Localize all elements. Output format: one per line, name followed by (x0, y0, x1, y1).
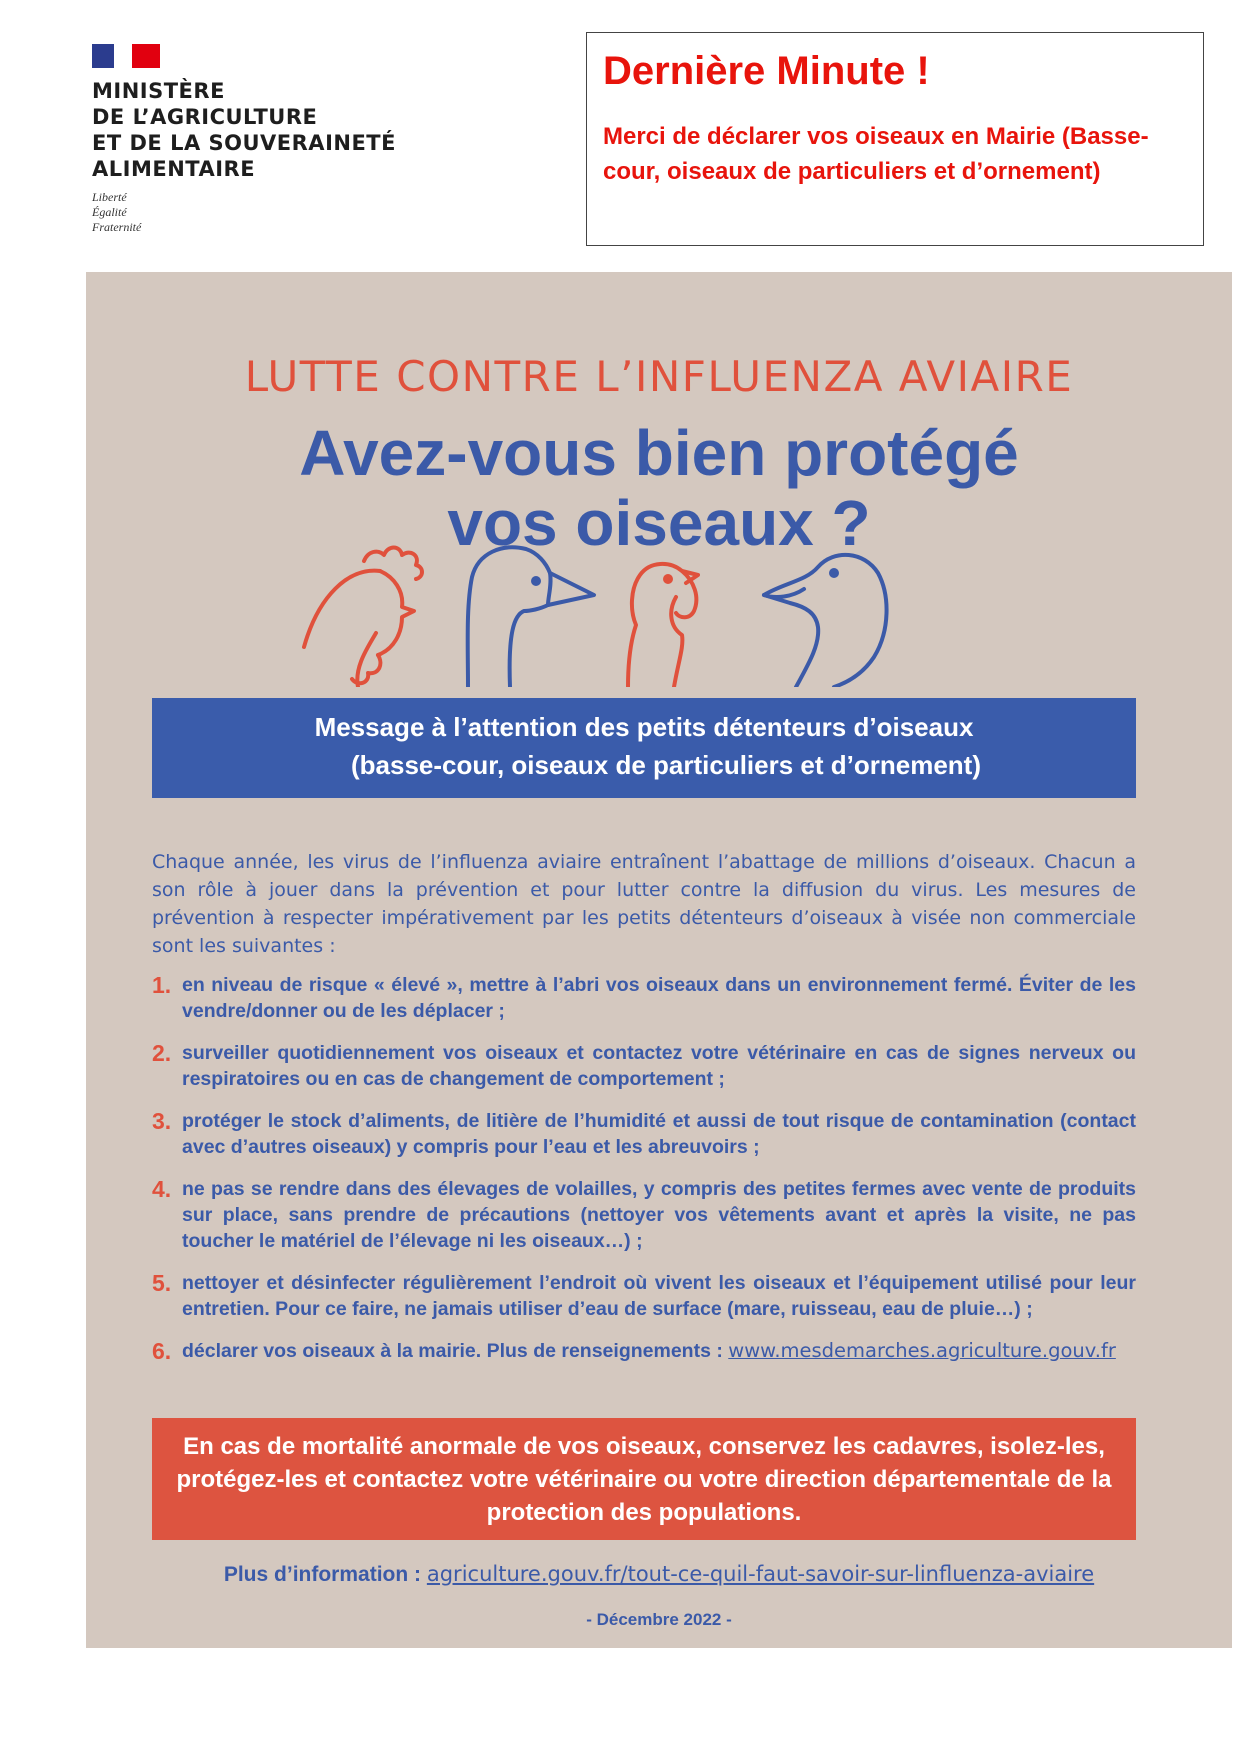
measure-number: 1. (152, 972, 172, 998)
publication-date: - Décembre 2022 - (586, 1610, 732, 1629)
last-minute-notice (586, 32, 1204, 246)
measure-number: 5. (152, 1270, 172, 1296)
ministry-line: ET DE LA SOUVERAINETÉ (92, 131, 396, 155)
measure-number: 4. (152, 1176, 172, 1202)
birds-illustration (298, 537, 1038, 687)
message-line: Message à l’attention des petits détenteurs d’oiseaux (314, 712, 974, 742)
notice-title: Dernière Minute ! (603, 49, 930, 93)
goose-icon (468, 547, 594, 687)
measure-number: 6. (152, 1338, 172, 1364)
measure-text: surveiller quotidiennement vos oiseaux et contactez votre vétérinaire en cas de signes nerveux ou respiratoires ou en cas de changement de comportement ; (182, 1042, 1136, 1090)
poster-kicker: LUTTE CONTRE L’INFLUENZA AVIAIRE (244, 352, 1074, 401)
measure-text: protéger le stock d’aliments, de litière de l’humidité et aussi de tout risque de contamination (contact avec d’autres oiseaux) y compris pour l’eau et les abreuvoirs ; (182, 1110, 1136, 1158)
ministry-logo (92, 44, 396, 235)
measure-text (182, 1338, 1136, 1364)
measure-item (152, 1338, 1136, 1364)
measure-text: nettoyer et désinfecter régulièrement l’endroit où vivent les oiseaux et l’équipement utilisé pour leur entretien. Pour ce faire, ne jamais utiliser d’eau de surface (mare, ruisseau, eau de pluie…) ; (182, 1272, 1136, 1320)
more-info (86, 1562, 1232, 1587)
headline-line: Avez-vous bien protégé (299, 417, 1019, 489)
turkey-icon (628, 564, 698, 687)
message-line: (basse-cour, oiseaux de particuliers et d’ornement) (351, 750, 981, 780)
measure-item (152, 1176, 1136, 1254)
measure-item (152, 1108, 1136, 1160)
more-info-link[interactable]: agriculture.gouv.fr/tout-ce-quil-faut-savoir-sur-linfluenza-aviaire (426, 1562, 1095, 1586)
rooster-icon (304, 548, 422, 688)
measure-text-label: déclarer vos oiseaux à la mairie. Plus de renseignements : (182, 1340, 723, 1362)
measure-item (152, 1270, 1136, 1322)
more-info-label: Plus d’information : (223, 1563, 422, 1586)
ministry-line: ALIMENTAIRE (92, 157, 256, 181)
measure-number: 3. (152, 1108, 172, 1134)
ministry-line: MINISTÈRE (92, 79, 225, 103)
mortality-alert: En cas de mortalité anormale de vos oiseaux, conservez les cadavres, isolez-les, protégez-les et contactez votre vétérinaire ou votre direction départementale de la protection des populations. (152, 1418, 1136, 1540)
motto-line: Liberté (92, 190, 127, 204)
ministry-name (92, 78, 396, 182)
duck-icon (764, 555, 887, 687)
measure-text: ne pas se rendre dans des élevages de volailles, y compris des petites fermes avec vente de produits sur place, sans prendre de précautions (nettoyer vos vêtements avant et après la visite, ne pas toucher le matériel de l’élevage ni les oiseaux…) ; (182, 1178, 1136, 1252)
motto-line: Égalité (92, 205, 127, 219)
measure-text: en niveau de risque « élevé », mettre à l’abri vos oiseaux dans un environnement fermé. Éviter de les vendre/donner ou de les déplacer ; (182, 974, 1136, 1022)
ministry-line: DE L’AGRICULTURE (92, 105, 318, 129)
measure-item (152, 972, 1136, 1024)
intro-paragraph: Chaque année, les virus de l’influenza aviaire entraînent l’abattage de millions d’oiseaux. Chacun a son rôle à jouer dans la prévention et pour lutter contre la diffusion du virus. Les mesures de prévention à respecter impérativement par les petits détenteurs d’oiseaux à visée non commerciale sont les suivantes : (152, 851, 1136, 957)
republic-motto (92, 190, 396, 235)
headline-line: vos oiseaux ? (447, 487, 871, 559)
measure-item (152, 1040, 1136, 1092)
motto-line: Fraternité (92, 220, 142, 234)
mesdemarches-link[interactable]: www.mesdemarches.agriculture.gouv.fr (728, 1339, 1116, 1362)
poster (86, 272, 1232, 1648)
measure-number: 2. (152, 1040, 172, 1066)
notice-text: Merci de déclarer vos oiseaux en Mairie (Basse-cour, oiseaux de particuliers et d’ornement) (603, 123, 1149, 185)
message-banner (152, 698, 1136, 798)
marianne-flag-icon (92, 44, 160, 68)
measures-list (152, 972, 1136, 1364)
